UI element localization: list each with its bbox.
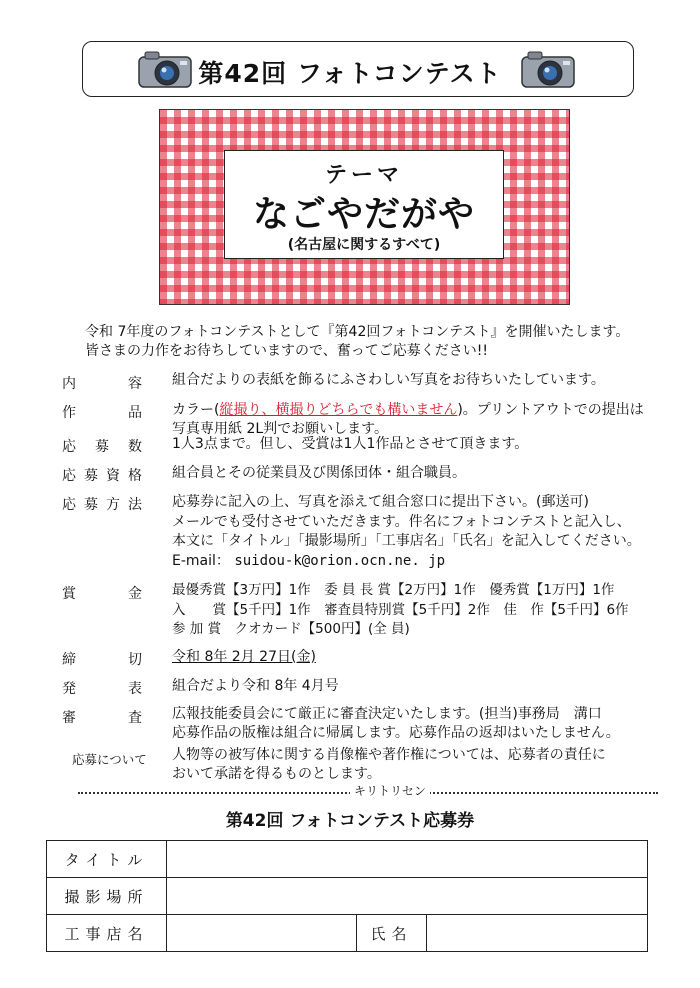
text-shikaku: 組合員とその従業員及び関係団体・組合職員。 (172, 465, 466, 481)
shop-label: 工事店名 (47, 915, 167, 952)
email-address: suidou-k@orion.ocn.ne. jp (234, 552, 446, 569)
cut-label: キリトリセン (350, 782, 430, 799)
text-houhou: 応募券に記入の上、写真を添えて組合窓口に提出下さい。(郵送可) メールでも受付させていただきます。件名にフォトコンテストと記入し、 本文に「タイトル」「撮影場所」「工事店名」「氏名」を記入してください。 E-mail： suidou-k@orion.ocn.ne. jp (172, 494, 641, 569)
place-label: 撮影場所 (47, 878, 167, 915)
text-naiyou: 組合だよりの表紙を飾るにふさわしい写真をお待ちいたしています。 (172, 372, 605, 388)
intro-line-2: 皆さまの力作をお待ちしていますので、奮ってご応募ください!! (85, 343, 488, 359)
theme-title: なごやだがや (252, 194, 475, 235)
label-shimekiri: 締切 (62, 652, 142, 668)
label-shinsa: 審査 (62, 710, 142, 726)
orientation-note: 縦撮り、横撮りどちらでも構いません (219, 402, 458, 418)
text-oubo-ni-tsuite: 人物等の被写体に関する肖像権や著作権については、応募者の責任に おいて承諾を得るものとします。 (172, 747, 606, 782)
intro-line-1: 令和 7年度のフォトコンテストとして『第42回フォトコンテスト』を開催いたします。 (85, 324, 630, 340)
theme-label: テーマ (324, 163, 403, 188)
text-happyou: 組合だより令和 8年 4月号 (172, 678, 339, 694)
label-happyou: 発表 (62, 681, 142, 697)
entry-form (46, 840, 648, 952)
label-oubo-ni-tsuite: 応募について (72, 752, 147, 767)
form-title: 第42回 フォトコンテスト応募券 (225, 811, 475, 831)
name-field[interactable] (427, 915, 648, 952)
place-field[interactable] (167, 878, 648, 915)
text-shoukin: 最優秀賞【3万円】1作 委 員 長 賞【2万円】1作 優秀賞【1万円】1作 入 賞【5千円】1作 審査員特別賞【5千円】2作 佳 作【5千円】6作 参 加 賞 クオカード【500円】(全 員) (172, 582, 629, 637)
label-sakuhin: 作品 (62, 405, 142, 421)
name-label: 氏名 (357, 915, 427, 952)
shop-field[interactable] (167, 915, 357, 952)
text-shimekiri: 令和 8年 2月 27日(金) (172, 649, 316, 665)
label-houhou: 応募方法 (62, 497, 142, 513)
title-field[interactable] (167, 841, 648, 878)
title-label: タイトル (47, 841, 167, 878)
label-oubosuu: 応募数 (62, 439, 142, 455)
label-naiyou: 内容 (62, 376, 142, 392)
text-oubosuu: 1人3点まで。但し、受賞は1人1作品とさせて頂きます。 (172, 436, 529, 452)
theme-subtitle: (名古屋に関するすべて) (287, 237, 441, 253)
label-shoukin: 賞金 (62, 586, 142, 602)
text-shinsa: 広報技能委員会にて厳正に審査決定いたします。(担当)事務局 溝口 応募作品の版権は組合に帰属します。応募作品の返却はいたしません。 (172, 706, 620, 741)
label-shikaku: 応募資格 (62, 468, 142, 484)
page-title: 第42回 フォトコンテスト (198, 59, 502, 88)
text-sakuhin: カラー(縦撮り、横撮りどちらでも構いません)。プリントアウトでの提出は 写真専用紙 2L判でお願いします。 (172, 402, 644, 437)
